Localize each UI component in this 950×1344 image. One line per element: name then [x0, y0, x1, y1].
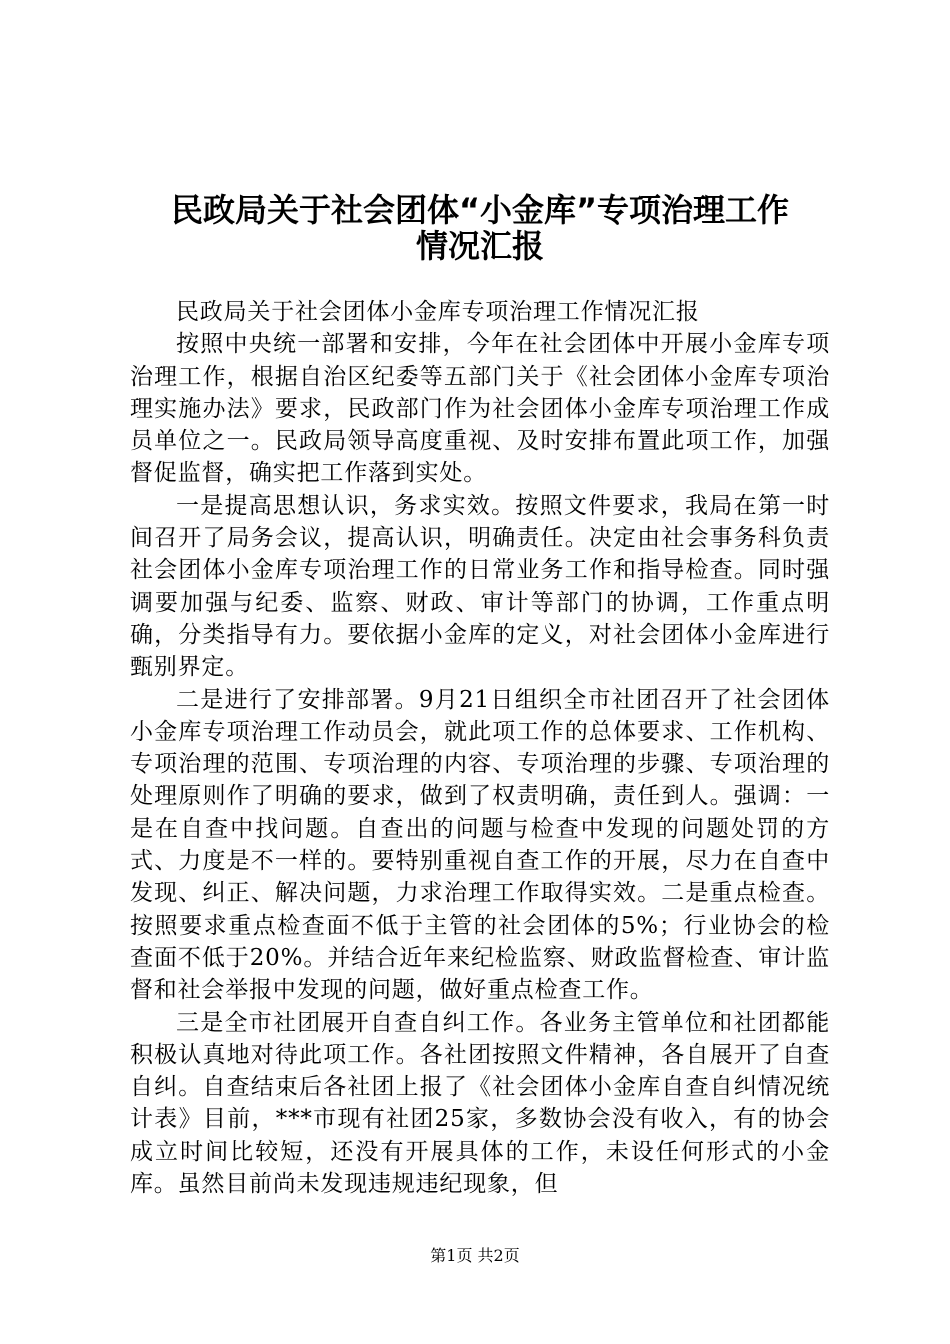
document-body	[130, 296, 830, 1200]
paragraph-subtitle: 民政局关于社会团体小金库专项治理工作情况汇报	[176, 299, 700, 325]
paragraph-point-one: 一是提高思想认识，务求实效。按照文件要求，我局在第一时间召开了局务会议，提高认识，明确责任。决定由社会事务科负责社会团体小金库专项治理工作的日常业务工作和指导检查。同时强调要加强与纪委、监察、财政、审计等部门的协调，工作重点明确，分类指导有力。要依据小金库的定义，对社会团体小金库进行甄别界定。	[130, 492, 830, 681]
document-title-line-2: 情况汇报	[415, 227, 544, 265]
page-number-footer: 第1页 共2页	[430, 1246, 520, 1265]
paragraph-point-two: 二是进行了安排部署。9月21日组织全市社团召开了社会团体小金库专项治理工作动员会，就此项工作的总体要求、工作机构、专项治理的范围、专项治理的内容、专项治理的步骤、专项治理的处理原则作了明确的要求，做到了权责明确，责任到人。强调：一是在自查中找问题。自查出的问题与检查中发现的问题处罚的方式、力度是不一样的。要特别重视自查工作的开展，尽力在自查中发现、纠正、解决问题，力求治理工作取得实效。二是重点检查。按照要求重点检查面不低于主管的社会团体的5%；行业协会的检查面不低于20%。并结合近年来纪检监察、财政监督检查、审计监督和社会举报中发现的问题，做好重点检查工作。	[130, 686, 830, 1004]
paragraph-point-three: 三是全市社团展开自查自纠工作。各业务主管单位和社团都能积极认真地对待此项工作。各社团按照文件精神，各自展开了自查自纠。自查结束后各社团上报了《社会团体小金库自查自纠情况统计表》目前，***市现有社团25家，多数协会没有收入，有的协会成立时间比较短，还没有开展具体的工作，未设任何形式的小金库。虽然目前尚未发现违规违纪现象，但	[130, 1009, 830, 1198]
paragraph-intro: 按照中央统一部署和安排，今年在社会团体中开展小金库专项治理工作，根据自治区纪委等五部门关于《社会团体小金库专项治理实施办法》要求，民政部门作为社会团体小金库专项治理工作成员单位之一。民政局领导高度重视、及时安排布置此项工作，加强督促监督，确实把工作落到实处。	[130, 331, 830, 487]
document-title-line-1: 民政局关于社会团体“小金库”专项治理工作	[170, 191, 790, 229]
